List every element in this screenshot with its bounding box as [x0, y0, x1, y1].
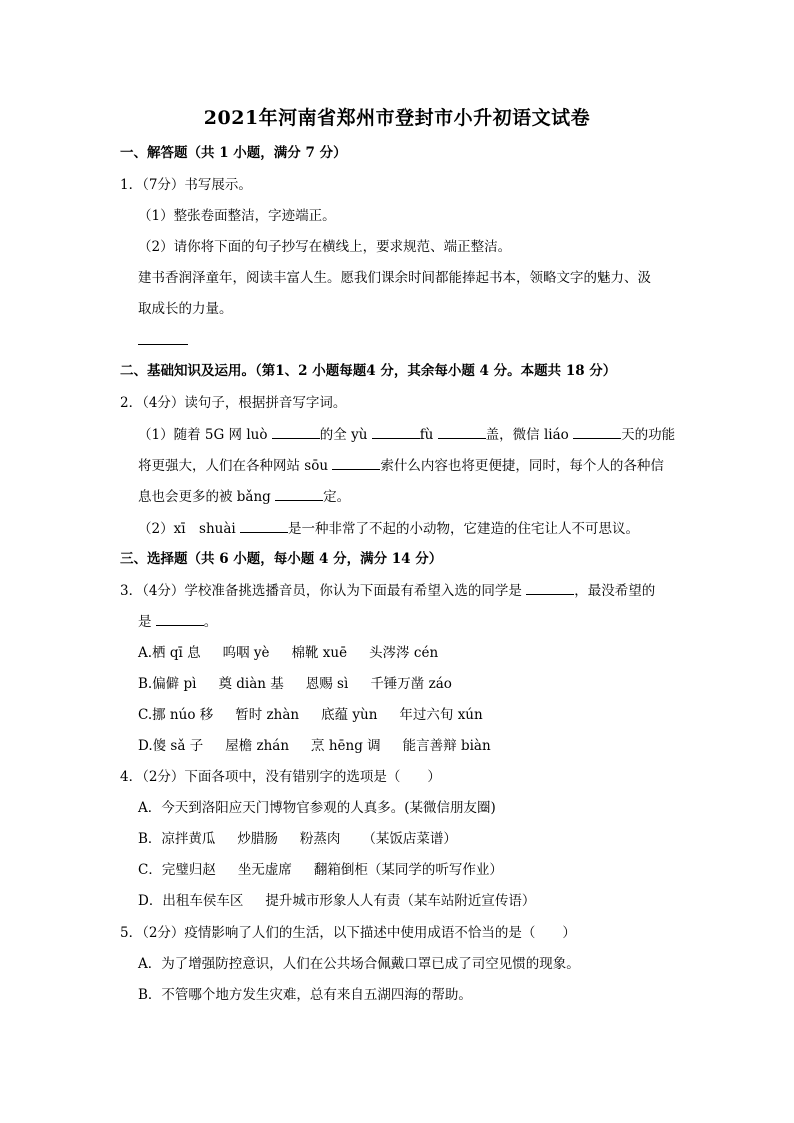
q2-text: 的全 yù	[319, 427, 372, 443]
option-word: D．出租车侯车区	[138, 893, 244, 909]
option-word: 坐无虚席	[237, 862, 292, 878]
option-word: A.栖 qī 息	[138, 645, 201, 661]
q2-text: fù	[419, 427, 438, 443]
answer-blank[interactable]	[438, 424, 486, 439]
q3-option-a[interactable]	[138, 643, 694, 663]
q3-text: 。	[203, 614, 218, 630]
q1-text-line-2: 取成长的力量。	[138, 301, 233, 317]
option-word: C．完璧归赵	[138, 862, 216, 878]
q4-option-a[interactable]: A．今天到洛阳应天门博物官参观的人真多。(某微信朋友圈)	[138, 800, 496, 816]
q4-option-c[interactable]	[138, 860, 694, 880]
q3-option-c[interactable]	[138, 705, 694, 725]
q5-stem: 5．（2分）疫情影响了人们的生活，以下描述中使用成语不恰当的是（ ）	[120, 925, 576, 941]
option-word: 年过六旬 xún	[399, 707, 483, 723]
q1-stem: 1．（7分）书写展示。	[120, 177, 252, 193]
q1-answer-line[interactable]	[138, 344, 188, 345]
option-word: （某饭店菜谱）	[362, 831, 457, 847]
answer-blank[interactable]	[526, 580, 574, 595]
option-word: 暂时 zhàn	[235, 707, 300, 723]
q2-stem: 2．（4分）读句子，根据拼音写字词。	[120, 395, 347, 411]
q5-option-b[interactable]: B．不管哪个地方发生灾难，总有来自五湖四海的帮助。	[138, 987, 472, 1003]
option-word: 烹 hēng 调	[311, 738, 381, 754]
answer-blank[interactable]	[272, 424, 320, 439]
q2-part1-line2	[138, 455, 694, 476]
answer-blank[interactable]	[573, 424, 621, 439]
q2-text: 天的功能	[621, 427, 676, 443]
answer-blank[interactable]	[240, 518, 288, 533]
q2-text: 索什么内容也将更便捷，同时，每个人的各种信	[380, 458, 664, 474]
q2-text: 息也会更多的被 bǎng	[138, 489, 276, 505]
option-word: 千锤万凿 záo	[370, 676, 452, 692]
q3-option-b[interactable]	[138, 674, 694, 694]
option-word: 恩赐 sì	[305, 676, 349, 692]
q2-text: 盖，微信 liáo	[485, 427, 574, 443]
page-title: 2021年河南省郑州市登封市小升初语文试卷	[203, 107, 591, 129]
option-word: 粉蒸肉	[299, 831, 341, 847]
option-word: 底蕴 yùn	[321, 707, 378, 723]
q3-text: 是	[138, 614, 156, 630]
q2-text: （2）xī shuài	[138, 521, 240, 537]
q3-text: 3．（4分）学校准备挑选播音员，你认为下面最有希望入选的同学是	[120, 583, 527, 599]
answer-blank[interactable]	[372, 424, 420, 439]
q2-part1-line3	[138, 486, 694, 507]
section-1-heading: 一、解答题（共 1 小题，满分 7 分）	[120, 145, 347, 161]
q1-item-1: （1）整张卷面整洁，字迹端正。	[138, 208, 336, 224]
q4-option-b[interactable]	[138, 829, 694, 849]
option-word: B．凉拌黄瓜	[138, 831, 216, 847]
q2-text: 将更强大，人们在各种网站 sōu	[138, 458, 333, 474]
q4-stem: 4．（2分）下面各项中，没有错别字的选项是（ ）	[120, 769, 441, 785]
option-word: 翻箱倒柜（某同学的听写作业）	[313, 862, 503, 878]
option-word: 能言善辩 biàn	[402, 738, 491, 754]
q1-text-line-1: 建书香润泽童年，阅读丰富人生。愿我们课余时间都能捧起书本，领略文字的魅力、汲	[138, 270, 651, 286]
option-word: B.偏僻 pì	[138, 676, 197, 692]
q3-stem-line1	[120, 580, 694, 601]
answer-blank[interactable]	[156, 611, 204, 626]
answer-blank[interactable]	[332, 455, 380, 470]
section-2-heading: 二、基础知识及运用。（第1、2 小题每题4 分，其余每小题 4 分。本题共 18 分）	[120, 363, 617, 379]
option-word: C.挪 núo 移	[138, 707, 214, 723]
q3-stem-line2	[138, 611, 694, 632]
q3-text: ，最没希望的	[574, 583, 656, 599]
option-word: 提升城市形象人人有责（某车站附近宣传语）	[265, 893, 536, 909]
q5-option-a[interactable]: A．为了增强防控意识，人们在公共场合佩戴口罩已成了司空见惯的现象。	[138, 956, 580, 972]
q3-option-d[interactable]	[138, 736, 694, 756]
option-word: 棉靴 xuē	[291, 645, 348, 661]
option-word: 炒腊肠	[237, 831, 278, 847]
q2-text: （1）随着 5G 网 luò	[138, 427, 272, 443]
answer-blank[interactable]	[275, 486, 323, 501]
option-word: 头涔涔 cén	[369, 645, 439, 661]
q2-text: 是一种非常了不起的小动物，它建造的住宅让人不可思议。	[288, 521, 639, 537]
q2-text: 定。	[323, 489, 351, 505]
q1-item-2: （2）请你将下面的句子抄写在横线上，要求规范、端正整洁。	[138, 239, 512, 255]
option-word: 奠 diàn 基	[218, 676, 284, 692]
option-word: 屋檐 zhán	[225, 738, 290, 754]
q4-option-d[interactable]	[138, 891, 694, 911]
option-word: 呜咽 yè	[222, 645, 270, 661]
q2-part1-line1	[138, 424, 694, 445]
option-word: D.傻 sǎ 子	[138, 738, 204, 754]
section-3-heading: 三、选择题（共 6 小题，每小题 4 分，满分 14 分）	[120, 551, 443, 567]
q2-part2	[138, 518, 694, 539]
